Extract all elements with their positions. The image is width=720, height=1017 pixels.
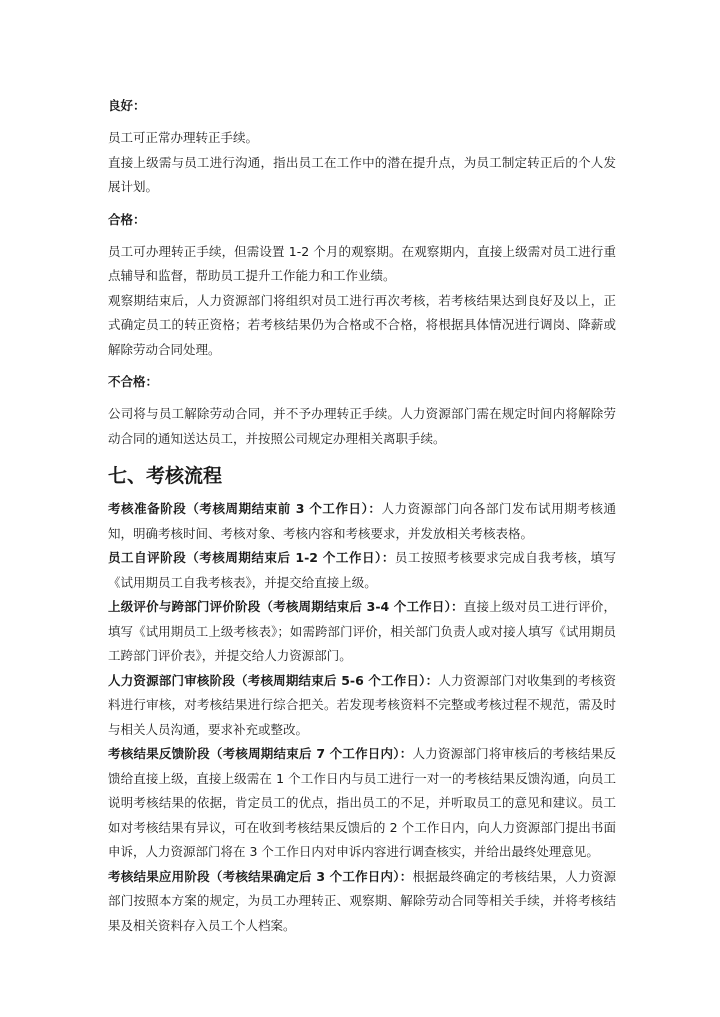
section-title: 七、考核流程 bbox=[108, 465, 223, 487]
step-text: 员工按照考核要求完成自我考核，填写《试用期员工自我考核表》，并提交给直接上级。 bbox=[108, 550, 616, 590]
rating-label: 不合格： bbox=[108, 374, 159, 389]
process-step bbox=[108, 669, 616, 743]
step-lead: 考核结果应用阶段（考核结果确定后 3 个工作日内）： bbox=[108, 868, 413, 884]
rating-pass bbox=[108, 210, 616, 363]
paragraph: 员工可正常办理转正手续。 bbox=[108, 130, 259, 145]
step-text: 直接上级对员工进行评价，填写《试用期员工上级考核表》；如需跨部门评价，相关部门负责人或对接人填写《试用期员工跨部门评价表》，并提交给人力资源部门。 bbox=[108, 599, 616, 663]
step-lead: 考核结果反馈阶段（考核周期结束后 7 个工作日内）： bbox=[108, 746, 413, 761]
rating-fail bbox=[108, 372, 616, 451]
step-lead: 员工自评阶段（考核周期结束后 1-2 个工作日）： bbox=[108, 550, 395, 565]
document-page bbox=[108, 96, 616, 938]
step-text: 根据最终确定的考核结果，人力资源部门按照本方案的规定，为员工办理转正、观察期、解除劳动合同等相关手续，并将考核结果及相关资料存入员工个人档案。 bbox=[108, 868, 616, 933]
paragraph: 观察期结束后，人力资源部门将组织对员工进行再次考核，若考核结果达到良好及以上，正式确定员工的转正资格；若考核结果仍为合格或不合格，将根据具体情况进行调岗、降薪或解除劳动合同处理。 bbox=[108, 292, 616, 357]
step-lead: 上级评价与跨部门评价阶段（考核周期结束后 3-4 个工作日）： bbox=[108, 599, 464, 614]
step-lead: 人力资源部门审核阶段（考核周期结束后 5-6 个工作日）： bbox=[108, 672, 439, 688]
rating-good bbox=[108, 96, 616, 200]
step-text: 人力资源部门对收集到的考核资料进行审核，对考核结果进行综合把关。若发现考核资料不完整或考核过程不规范，需及时与相关人员沟通，要求补充或整改。 bbox=[108, 672, 616, 737]
paragraph: 公司将与员工解除劳动合同，并不予办理转正手续。人力资源部门需在规定时间内将解除劳动合同的通知送达员工，并按照公司规定办理相关离职手续。 bbox=[108, 406, 616, 446]
rating-label: 良好： bbox=[108, 98, 146, 113]
rating-label: 合格： bbox=[108, 211, 146, 227]
step-text: 人力资源部门向各部门发布试用期考核通知，明确考核时间、考核对象、考核内容和考核要求，并发放相关考核表格。 bbox=[108, 501, 616, 541]
paragraph: 员工可办理转正手续，但需设置 1-2 个月的观察期。在观察期内，直接上级需对员工进行重点辅导和监督，帮助员工提升工作能力和工作业绩。 bbox=[108, 243, 616, 283]
process-step bbox=[108, 865, 616, 939]
step-text: 人力资源部门将审核后的考核结果反馈给直接上级，直接上级需在 1 个工作日内与员工进行一对一的考核结果反馈沟通，向员工说明考核结果的依据，肯定员工的优点，指出员工的不足，并听取员工的意见和建议。员工如对考核结果有异议，可在收到考核结果反馈后的 2 个工作日内，向人力资源部门提出书面申诉，人力资源部门将在 3 个工作日内对申诉内容进行调查核实，并给出最终处理意见。 bbox=[108, 746, 616, 859]
process-step bbox=[108, 742, 616, 865]
process-step bbox=[108, 497, 616, 546]
process-steps bbox=[108, 497, 616, 938]
step-lead: 考核准备阶段（考核周期结束前 3 个工作日）： bbox=[108, 501, 382, 516]
process-step bbox=[108, 595, 616, 669]
paragraph: 直接上级需与员工进行沟通，指出员工在工作中的潜在提升点，为员工制定转正后的个人发展计划。 bbox=[108, 154, 616, 194]
process-step bbox=[108, 546, 616, 595]
